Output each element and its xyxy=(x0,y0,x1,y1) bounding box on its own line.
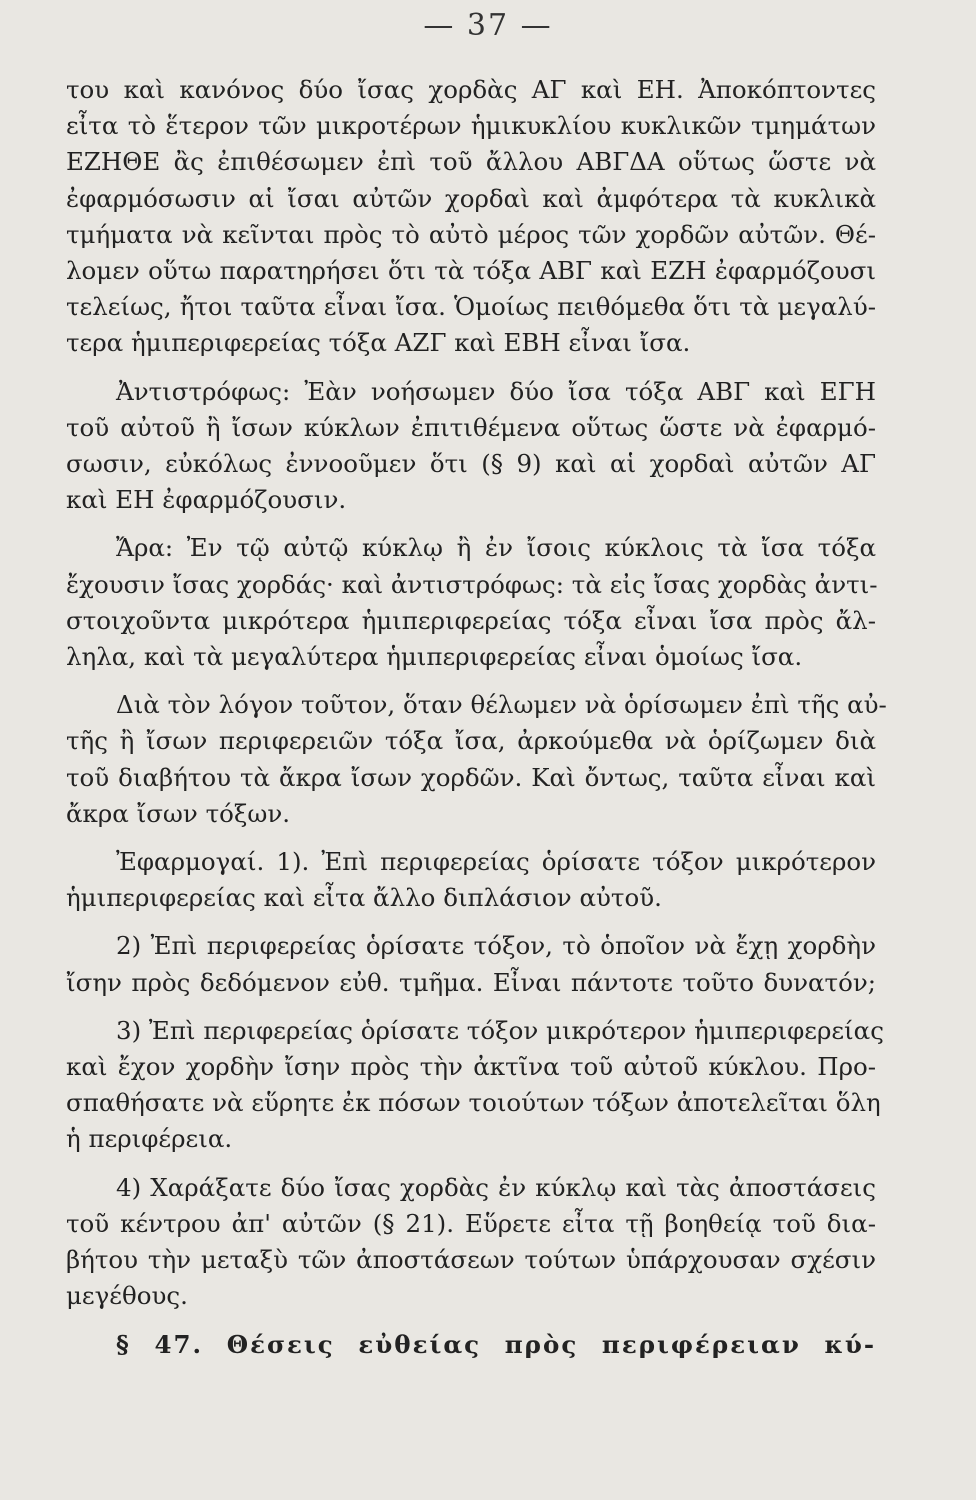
text-line: βήτου τὴν μεταξὺ τῶν ἀποστάσεων τούτων ὑπάρχουσαν σχέσιν xyxy=(66,1245,876,1275)
text-line: ἴσην πρὸς δεδόμενον εὐθ. τμῆμα. Εἶναι πάντοτε τοῦτο δυνατόν; xyxy=(66,967,876,997)
text-line: στοιχοῦντα μικρότερα ἡμιπεριφερείας τόξα εἶναι ἴσα πρὸς ἄλ- xyxy=(66,605,876,635)
text-line: ἐφαρμόσωσιν αἱ ἴσαι αὐτῶν χορδαὶ καὶ ἀμφότερα τὰ κυκλικὰ xyxy=(66,183,876,213)
text-line: 4) Χαράξατε δύο ἴσας χορδὰς ἐν κύκλῳ καὶ τὰς ἀποστάσεις xyxy=(116,1172,876,1202)
text-line: λομεν οὕτω παρατηρήσει ὅτι τὰ τόξα ΑΒΓ καὶ ΕΖΗ ἐφαρμόζουσι xyxy=(66,256,876,286)
text-line: τμήματα νὰ κεῖνται πρὸς τὸ αὐτὸ μέρος τῶν χορδῶν αὐτῶν. Θέ- xyxy=(66,219,876,249)
text-line: 2) Ἐπὶ περιφερείας ὁρίσατε τόξον, τὸ ὁποῖον νὰ ἔχῃ χορδὴν xyxy=(116,931,876,961)
text-line: σπαθήσατε νὰ εὕρητε ἐκ πόσων τοιούτων τόξων ἀποτελεῖται ὅλη xyxy=(66,1088,881,1118)
section-heading: § 47. Θέσεις εὐθείας πρὸς περιφέρειαν κύ- xyxy=(116,1329,876,1359)
text-line: καὶ ἔχον χορδὴν ἴσην πρὸς τὴν ἀκτῖνα τοῦ αὐτοῦ κύκλου. Προ- xyxy=(66,1052,876,1082)
text-line: εἶτα τὸ ἕτερον τῶν μικροτέρων ἡμικυκλίου κυκλικῶν τμημάτων xyxy=(66,111,876,141)
text-line: Ἄρα: Ἐν τῷ αὐτῷ κύκλῳ ἢ ἐν ἴσοις κύκλοις τὰ ἴσα τόξα xyxy=(116,533,876,563)
text-line: σωσιν, εὐκόλως ἐννοοῦμεν ὅτι (§ 9) καὶ αἱ χορδαὶ αὐτῶν ΑΓ xyxy=(66,449,876,479)
page-number: — 37 — xyxy=(423,8,553,43)
text-line: μεγέθους. xyxy=(66,1281,188,1311)
text-line: Ἀντιστρόφως: Ἐὰν νοήσωμεν δύο ἴσα τόξα ΑΒΓ καὶ ΕΓΗ xyxy=(116,376,876,406)
text-line: Διὰ τὸν λόγον τοῦτον, ὅταν θέλωμεν νὰ ὁρίσωμεν ἐπὶ τῆς αὐ- xyxy=(116,690,887,720)
text-line: τελείως, ἤτοι ταῦτα εἶναι ἴσα. Ὁμοίως πειθόμεθα ὅτι τὰ μεγαλύ- xyxy=(66,292,876,322)
text-line: Ἐφαρμογαί. 1). Ἐπὶ περιφερείας ὁρίσατε τόξον μικρότερον xyxy=(116,847,876,877)
text-line: τερα ἡμιπεριφερείας τόξα ΑΖΓ καὶ ΕΒΗ εἶναι ἴσα. xyxy=(66,328,691,358)
text-line: ἡμιπεριφερείας καὶ εἶτα ἄλλο διπλάσιον αὐτοῦ. xyxy=(66,883,662,913)
text-line: καὶ ΕΗ ἐφαρμόζουσιν. xyxy=(66,485,347,515)
text-line: τοῦ αὐτοῦ ἢ ἴσων κύκλων ἐπιτιθέμενα οὕτως ὥστε νὰ ἐφαρμό- xyxy=(66,412,876,442)
text-line: ἔχουσιν ἴσας χορδάς· καὶ ἀντιστρόφως: τὰ εἰς ἴσας χορδὰς ἀντι- xyxy=(66,569,878,599)
text-line: ἄκρα ἴσων τόξων. xyxy=(66,798,291,828)
text-line: 3) Ἐπὶ περιφερείας ὁρίσατε τόξον μικρότερον ἡμιπεριφερείας xyxy=(116,1015,884,1045)
text-line: ληλα, καὶ τὰ μεγαλύτερα ἡμιπεριφερείας εἶναι ὁμοίως ἴσα. xyxy=(66,642,803,672)
body-text xyxy=(66,72,887,1363)
text-line: τῆς ἢ ἴσων περιφερειῶν τόξα ἴσα, ἀρκούμεθα νὰ ὁρίζωμεν διὰ xyxy=(66,726,876,756)
text-line: τοῦ κέντρου ἀπ' αὐτῶν (§ 21). Εὕρετε εἶτα τῇ βοηθείᾳ τοῦ δια- xyxy=(66,1208,876,1238)
text-line: του καὶ κανόνος δύο ἴσας χορδὰς ΑΓ καὶ ΕΗ. Ἀποκόπτοντες xyxy=(66,75,876,104)
text-line: ἡ περιφέρεια. xyxy=(66,1124,233,1154)
text-line: τοῦ διαβήτου τὰ ἄκρα ἴσων χορδῶν. Καὶ ὄντως, ταῦτα εἶναι καὶ xyxy=(66,762,876,792)
text-line: ΕΖΗΘΕ ἂς ἐπιθέσωμεν ἐπὶ τοῦ ἄλλου ΑΒΓΔΑ οὕτως ὥστε νὰ xyxy=(66,147,876,177)
